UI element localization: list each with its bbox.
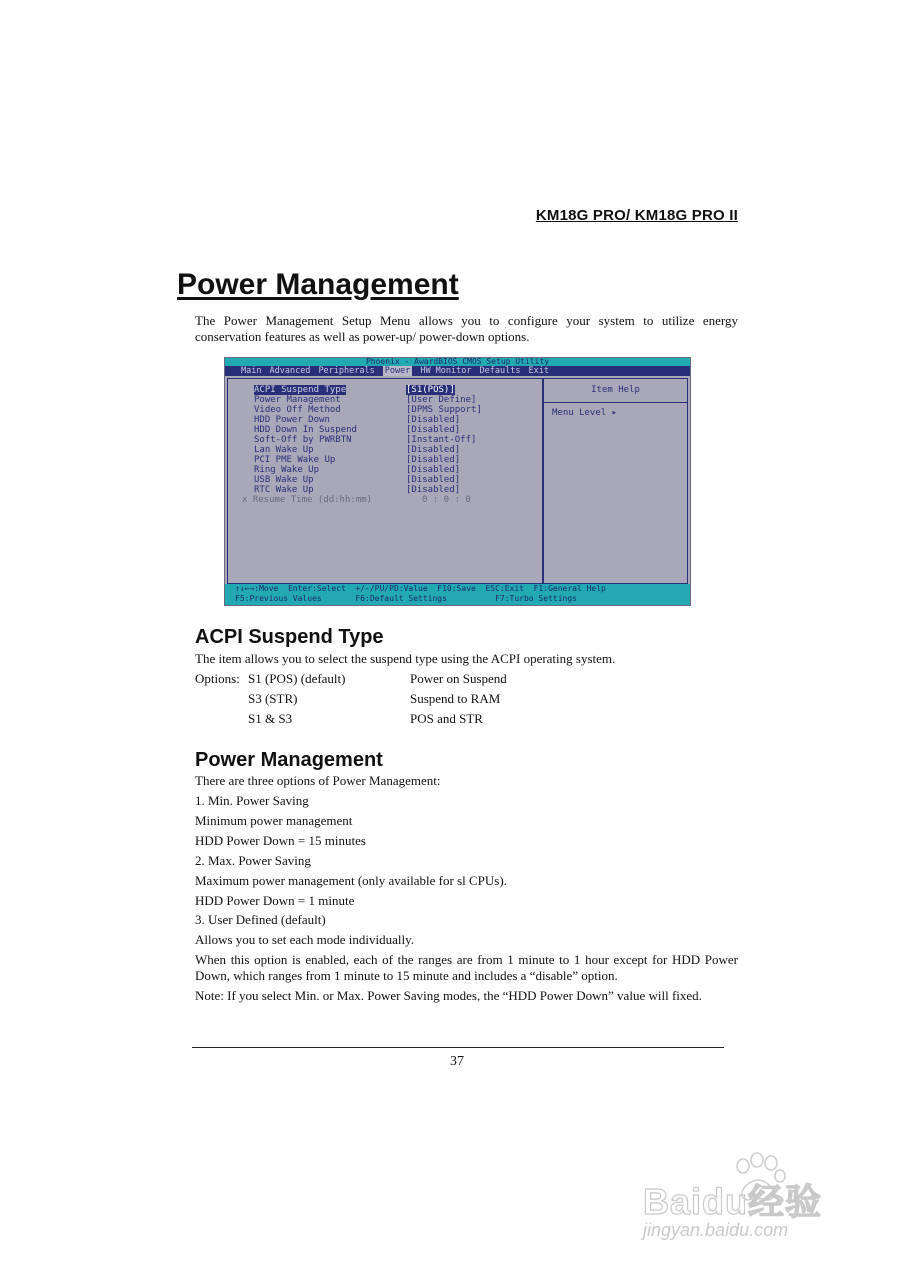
- bios-title: Phoenix - AwardBIOS CMOS Setup Utility: [225, 358, 690, 366]
- baidu-watermark: [640, 1140, 870, 1250]
- bios-help-panel: [543, 378, 688, 584]
- option-name: S1 (POS) (default): [248, 671, 346, 686]
- bios-help-divider: [544, 402, 687, 403]
- pm-line: HDD Power Down = 15 minutes: [195, 833, 366, 848]
- bios-item-value: [Disabled]: [406, 465, 461, 475]
- bios-menu-exit: Exit: [528, 366, 549, 376]
- bios-item-value: [Disabled]: [406, 445, 461, 455]
- pm-line: HDD Power Down = 1 minute: [195, 893, 355, 908]
- watermark-url: jingyan.baidu.com: [643, 1220, 789, 1240]
- bios-menu-peripherals: Peripherals: [318, 366, 375, 376]
- pm-line: 3. User Defined (default): [195, 912, 326, 927]
- bios-item-name: RTC Wake Up: [254, 485, 314, 495]
- intro-paragraph: The Power Management Setup Menu allows you to configure your system to utilize energy conservation features as well as power-up/ power-down options.: [195, 313, 738, 344]
- bios-help-title: Item Help: [591, 385, 640, 395]
- option-desc: Suspend to RAM: [410, 691, 501, 706]
- bios-key-legend: [225, 584, 690, 605]
- option-desc: POS and STR: [410, 711, 483, 726]
- pm-line: Allows you to set each mode individually.: [195, 932, 415, 947]
- bios-screenshot: [224, 357, 691, 606]
- option-desc: Power on Suspend: [410, 671, 507, 686]
- power-management-heading: Power Management: [195, 749, 383, 771]
- bios-item-value: [S1(POS)]: [406, 385, 455, 395]
- bios-item-name: x Resume Time (dd:hh:mm): [242, 495, 373, 505]
- bios-item-name: ACPI Suspend Type: [254, 385, 347, 395]
- pm-line: There are three options of Power Management:: [195, 773, 441, 788]
- bios-menu-defaults: Defaults: [479, 366, 521, 376]
- bios-item-value: [Disabled]: [406, 415, 461, 425]
- bios-item-name: Power Management: [254, 395, 341, 405]
- bios-item-name: Lan Wake Up: [254, 445, 314, 455]
- bios-menu-bar: [225, 366, 690, 376]
- bios-menu-main: Main: [241, 366, 262, 376]
- pm-line: 2. Max. Power Saving: [195, 853, 311, 868]
- bios-footer-line: ↑↓←→:Move Enter:Select +/-/PU/PD:Value F10:Save ESC:Exit F1:General Help: [235, 584, 606, 593]
- bios-item-value: [Disabled]: [406, 425, 461, 435]
- bios-item-name: Video Off Method: [254, 405, 341, 415]
- bios-item-value: [Instant-Off]: [406, 435, 477, 445]
- pm-line: 1. Min. Power Saving: [195, 793, 309, 808]
- option-name: S1 & S3: [248, 711, 293, 726]
- bios-help-menu-level: Menu Level ▸: [552, 408, 618, 418]
- acpi-description: The item allows you to select the suspend type using the ACPI operating system.: [195, 651, 616, 666]
- bios-item-value: [Disabled]: [406, 485, 461, 495]
- bios-item-name: Soft-Off by PWRBTN: [254, 435, 352, 445]
- pm-range-paragraph: When this option is enabled, each of the ranges are from 1 minute to 1 hour except for HDD Power Down, which ranges from 1 minute to 15 minute and includes a “disable” option.: [195, 952, 738, 983]
- acpi-heading: ACPI Suspend Type: [195, 626, 384, 648]
- bios-item-value: [User Define]: [406, 395, 477, 405]
- bios-item-value: [Disabled]: [406, 475, 461, 485]
- bios-menu-power: Power: [384, 366, 411, 376]
- bios-item-name: Ring Wake Up: [254, 465, 320, 475]
- pm-line: Maximum power management (only available for sl CPUs).: [195, 873, 507, 888]
- bios-item-value: [DPMS Support]: [406, 405, 482, 415]
- bios-item-name: USB Wake Up: [254, 475, 314, 485]
- page-number: 37: [450, 1054, 464, 1069]
- options-label: Options:: [195, 671, 240, 686]
- option-name: S3 (STR): [248, 691, 298, 706]
- bios-item-name: PCI PME Wake Up: [254, 455, 336, 465]
- bios-item-name: HDD Power Down: [254, 415, 330, 425]
- page-title: Power Management: [177, 268, 459, 301]
- watermark-brand: Baidu经验: [643, 1181, 823, 1222]
- bios-menu-hw-monitor: HW Monitor: [420, 366, 472, 376]
- bios-footer-line: F5:Previous Values F6:Default Settings F7:Turbo Settings: [235, 594, 577, 603]
- model-header: KM18G PRO/ KM18G PRO II: [535, 207, 738, 224]
- pm-line: Minimum power management: [195, 813, 353, 828]
- bios-settings-panel: [227, 378, 543, 584]
- bios-item-value: [Disabled]: [406, 455, 461, 465]
- pm-note: Note: If you select Min. or Max. Power Saving modes, the “HDD Power Down” value will fixed.: [195, 988, 702, 1003]
- bios-item-name: HDD Down In Suspend: [254, 425, 357, 435]
- footer-divider: [192, 1047, 724, 1048]
- bios-item-value: 0 : 0 : 0: [422, 495, 471, 505]
- bios-menu-advanced: Advanced: [269, 366, 311, 376]
